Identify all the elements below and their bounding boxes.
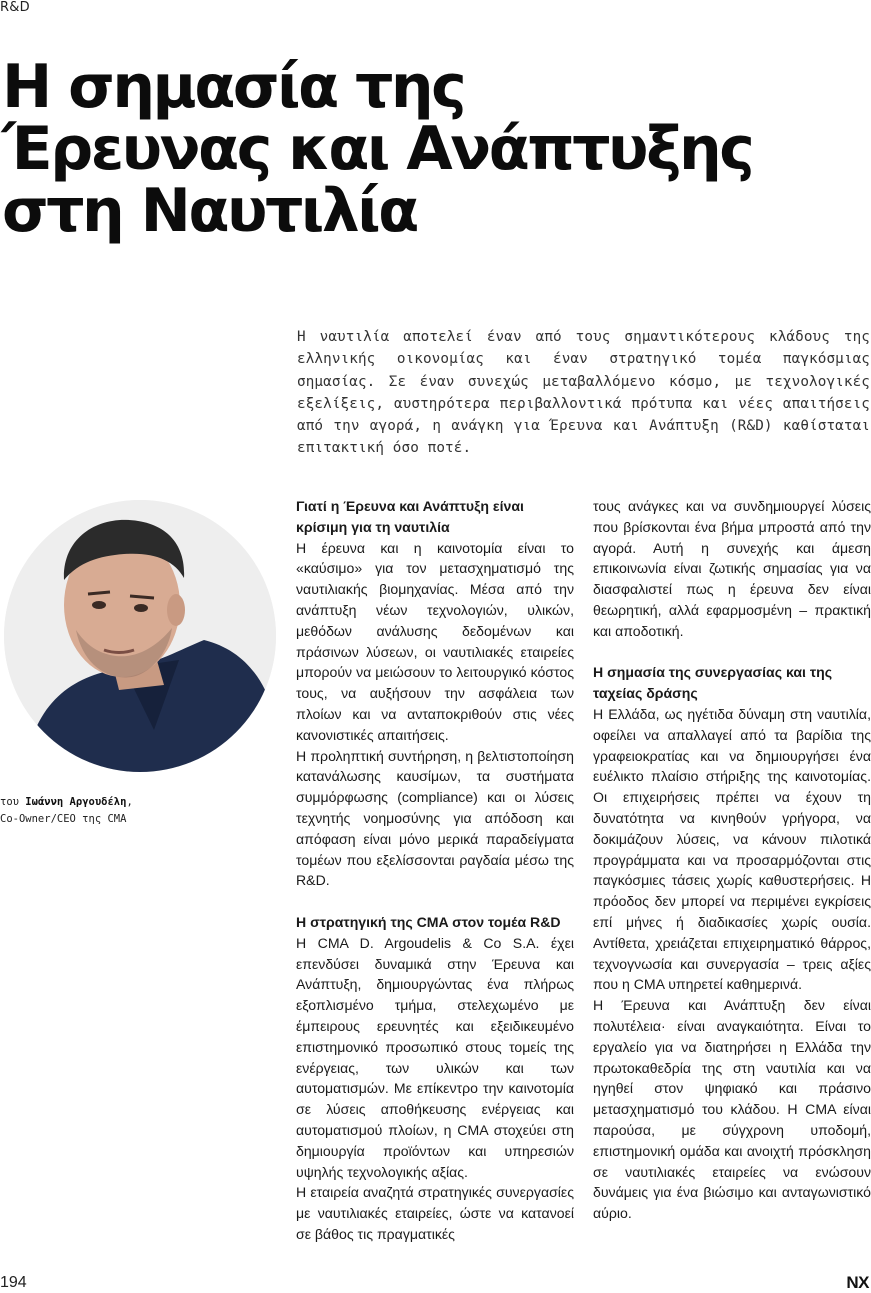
- column-heading: Η σημασία της συνεργασίας και της ταχείας δράσης: [593, 664, 833, 702]
- page-number: 194: [0, 1274, 27, 1291]
- author-role: Co-Owner/CEO της CMA: [0, 813, 127, 825]
- column-paragraph: Η Ελλάδα, ως ηγέτιδα δύναμη στη ναυτιλία, οφείλει να απαλλαγεί από τα βαρίδια της γραφειοκρατίας και να δημιουργήσει ένα ευέλικτο πλαίσιο στήριξης της καινοτομίας. Οι επιχειρήσεις πρέπει να έχουν τη δυνατότητα να κινηθούν γρήγορα, να δοκιμάζουν λύσεις, να κάνουν πιλοτικά προγράμματα και να προσαρμόζονται στις παγκόσμιες τάσεις χωρίς καθυστερήσεις. Η πρόοδος δεν μπορεί να περιμένει εγκρίσεις επί μήνες ή διαδικασίες χωρίς ουσία. Αντίθετα, χρειάζεται επιχειρηματικό θάρρος, τεχνογνωσία και συνεργασία – τρεις αξίες που η CMA υπηρετεί καθημερινά.: [593, 705, 871, 993]
- author-portrait: [4, 500, 276, 772]
- section-tag: R&D: [0, 0, 30, 15]
- title-line: Έρευνας και Ανάπτυξης: [2, 114, 753, 184]
- title-line: στη Ναυτιλία: [2, 176, 417, 246]
- magazine-logo: NX: [846, 1273, 869, 1292]
- column-heading: Γιατί η Έρευνα και Ανάπτυξη είναι κρίσιμη για τη ναυτιλία: [296, 498, 524, 535]
- author-caption: του Ιωάννη Αργουδέλη, Co-Owner/CEO της CMA: [0, 796, 133, 825]
- column-paragraph: τους ανάγκες και να συνδημιουργεί λύσεις που βρίσκονται ένα βήμα μπροστά από την αγορά. Αυτή η συνεχής και άμεση επικοινωνία είναι ζωτικής σημασίας για να διασφαλιστεί πως η έρευνα δεν είναι θεωρητική, αλλά εφαρμοσμένη – πρακτική και αποδοτική.: [593, 498, 871, 639]
- article-column-1: [296, 496, 574, 1245]
- column-paragraph: Η προληπτική συντήρηση, η βελτιστοποίηση κατανάλωσης καυσίμων, τα συστήματα συμμόρφωσης (compliance) και οι λύσεις τεχνητής νοημοσύνης για απόδοση και απόφαση είναι μόνο μερικά παραδείγματα τομέων που εξελίσσονται ραγδαία μέσω της R&D.: [296, 747, 574, 889]
- column-heading: Η στρατηγική της CMA στον τομέα R&D: [296, 913, 561, 930]
- title-line: Η σημασία της: [2, 52, 465, 122]
- article-title: [2, 52, 862, 246]
- author-name: Ιωάννη Αργουδέλη: [25, 796, 127, 808]
- column-paragraph: Η Έρευνα και Ανάπτυξη δεν είναι πολυτέλεια· είναι αναγκαιότητα. Είναι το εργαλείο για να διατηρήσει η Ελλάδα την πρωτοκαθεδρία της στη ναυτιλία και να ηγηθεί στον ψηφιακό και πράσινο μετασχηματισμό του κλάδου. Η CMA είναι παρούσα, με σύγχρονη υποδομή, επιστημονική ομάδα και ανοιχτή πρόσκληση σε ναυτιλιακές εταιρείες να ενώσουν δυνάμεις για ένα βιώσιμο και ανταγωνιστικό αύριο.: [593, 997, 871, 1222]
- article-column-2: [593, 496, 871, 1224]
- article-intro: Η ναυτιλία αποτελεί έναν από τους σημαντικότερους κλάδους της ελληνικής οικονομίας και έναν στρατηγικό τομέα παγκόσμιας σημασίας. Σε έναν συνεχώς μεταβαλλόμενο κόσμο, με τεχνολογικές εξελίξεις, αυστηρότερα περιβαλλοντικά πρότυπα και νέες απαιτήσεις από την αγορά, η ανάγκη για Έρευνα και Ανάπτυξη (R&D) καθίσταται επιτακτική όσο ποτέ.: [297, 329, 870, 457]
- column-paragraph: Η CMA D. Argoudelis & Co S.A. έχει επενδύσει δυναμικά στην Έρευνα και Ανάπτυξη, δημιουργώντας ένα πλήρως εξοπλισμένο τμήμα, στελεχωμένο με έμπειρους ερευνητές και εξειδικευμένο επιστημονικό προσωπικό στους τομείς της ενέργειας, των υλικών και των αυτοματισμών. Με επίκεντρο την καινοτομία σε λύσεις αποθήκευσης ενέργειας και αυτοματισμού πλοίων, η CMA στοχεύει στη δημιουργία προϊόντων και υπηρεσιών υψηλής τεχνολογικής αξίας.: [296, 934, 574, 1180]
- column-paragraph: Η έρευνα και η καινοτομία είναι το «καύσιμο» για τον μετασχηματισμό της ναυτιλιακής βιομηχανίας. Μέσα από την ανάπτυξη νέων τεχνολογιών, υλικών, μεθόδων ανάλυσης δεδομένων και πράσινων λύσεων, οι ναυτιλιακές εταιρείες μπορούν να μειώσουν το λειτουργικό κόστος τους, να αυξήσουν την ασφάλεια των πλοίων και να ανταποκριθούν στις νέες κανονιστικές απαιτήσεις.: [296, 539, 574, 743]
- author-portrait-illustration: [4, 500, 276, 772]
- column-paragraph: Η εταιρεία αναζητά στρατηγικές συνεργασίες με ναυτιλιακές εταιρείες, ώστε να κατανοεί σε βάθος τις πραγματικές: [296, 1184, 574, 1242]
- author-prefix: του: [0, 796, 19, 808]
